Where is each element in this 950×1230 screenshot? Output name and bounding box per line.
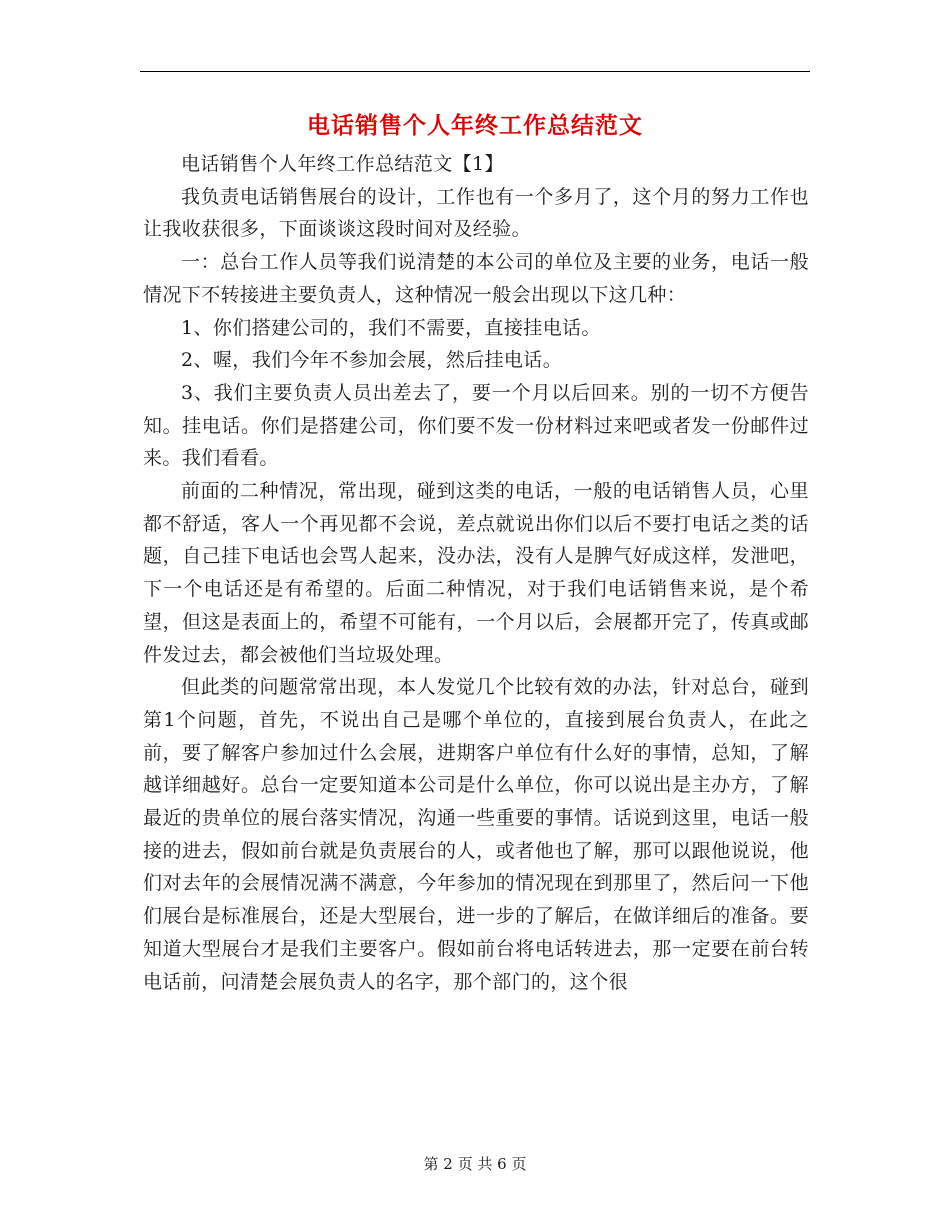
paragraph-analysis: 前面的二种情况，常出现，碰到这类的电话，一般的电话销售人员，心里都不舒适，客人一个再见都不会说，差点就说出你们以后不要打电话之类的话题，自己挂下电话也会骂人起来，没办法，没有人是脾气好成这样，发泄吧，下一个电话还是有希望的。后面二种情况，对于我们电话销售来说，是个希望，但这是表面上的，希望不可能有，一个月以后，会展都开完了，传真或邮件发过去，都会被他们当垃圾处理。	[143, 480, 809, 666]
document-body	[143, 148, 809, 998]
header-rule	[140, 71, 810, 72]
list-item-3: 3、我们主要负责人员出差去了，要一个月以后回来。别的一切不方便告知。挂电话。你们是搭建公司，你们要不发一份材料过来吧或者发一份邮件过来。我们看看。	[143, 381, 809, 470]
list-item-2: 2、喔，我们今年不参加会展，然后挂电话。	[181, 349, 563, 372]
paragraph-intro: 我负责电话销售展台的设计，工作也有一个多月了，这个月的努力工作也让我收获很多，下面谈谈这段时间对及经验。	[143, 185, 809, 241]
paragraph-subheading: 电话销售个人年终工作总结范文【1】	[181, 153, 504, 175]
page-number: 第 2 页 共 6 页	[423, 1155, 527, 1173]
paragraph-section-one: 一：总台工作人员等我们说清楚的本公司的单位及主要的业务，电话一般情况下不转接进主要负责人，这种情况一般会出现以下这几种：	[143, 251, 809, 306]
paragraph-methods: 但此类的问题常常出现，本人发觉几个比较有效的办法，针对总台，碰到第1个问题，首先，不说出自己是哪个单位的，直接到展台负责人，在此之前，要了解客户参加过什么会展，进期客户单位有什么好的事情，总知，了解越详细越好。总台一定要知道本公司是什么单位，你可以说出是主办方，了解最近的贵单位的展台落实情况，沟通一些重要的事情。话说到这里，电话一般接的进去，假如前台就是负责展台的人，或者他也了解，那可以跟他说说，他们对去年的会展情况满不满意，今年参加的情况现在到那里了，然后问一下他们展台是标准展台，还是大型展台，进一步的了解后，在做详细后的准备。要知道大型展台才是我们主要客户。假如前台将电话转进去，那一定要在前台转电话前，问清楚会展负责人的名字，那个部门的，这个很	[143, 676, 809, 993]
document-title: 电话销售个人年终工作总结范文	[307, 112, 643, 139]
list-item-1: 1、你们搭建公司的，我们不需要，直接挂电话。	[181, 316, 601, 339]
